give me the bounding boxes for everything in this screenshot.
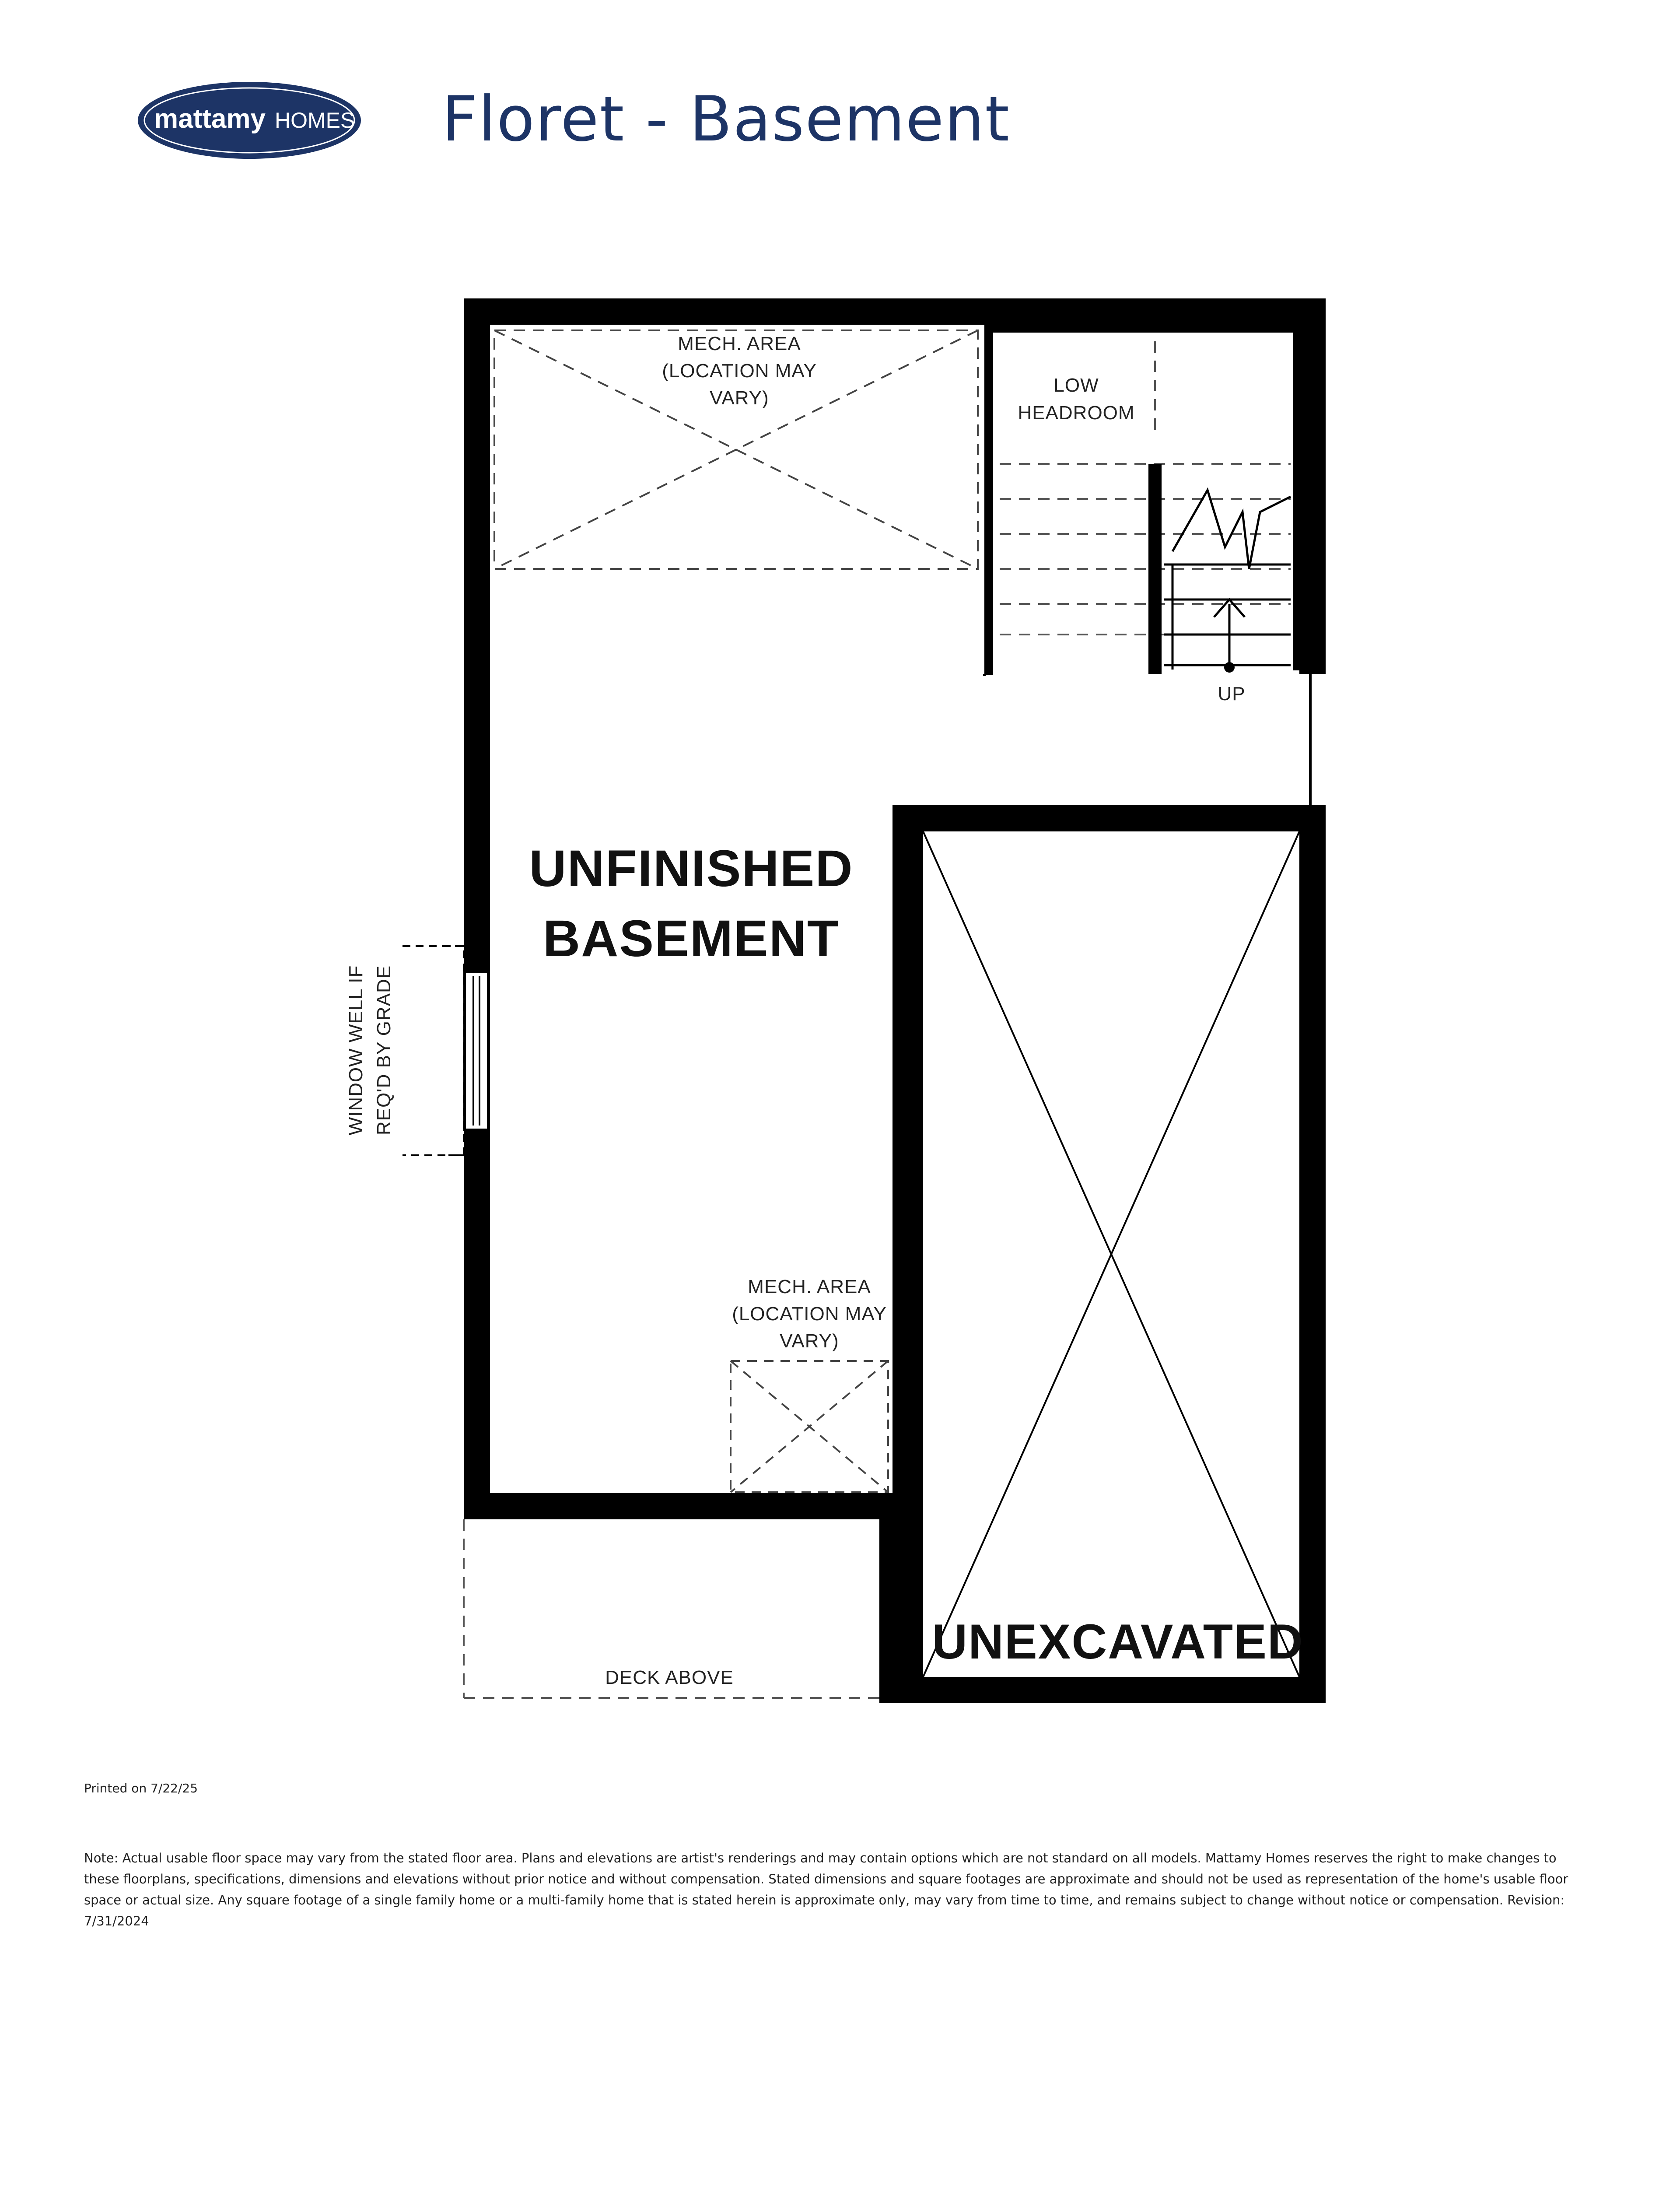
mech-area-bottom-label-3: VARY) <box>780 1330 839 1352</box>
mech-area-top-label-1: MECH. AREA <box>678 333 801 354</box>
unexcavated-cross <box>923 831 1299 1677</box>
mech-area-top-label-3: VARY) <box>710 387 769 409</box>
unfinished-basement-label-2: BASEMENT <box>542 910 840 968</box>
logo-text-homes: HOMES <box>275 108 355 133</box>
mech-area-bottom <box>731 1361 888 1492</box>
low-headroom-label-1: LOW <box>1054 375 1099 396</box>
mech-area-bottom-label-1: MECH. AREA <box>748 1276 871 1297</box>
page-title: Floret - Basement <box>442 83 1010 155</box>
window-well-label-2: REQ'D BY GRADE <box>373 965 395 1136</box>
unfinished-basement-label-1: UNFINISHED <box>529 840 854 898</box>
low-headroom-label-2: HEADROOM <box>1018 402 1135 424</box>
mech-area-top-label-2: (LOCATION MAY <box>662 360 817 382</box>
deck-above-label: DECK ABOVE <box>605 1667 734 1688</box>
unexcavated-label: UNEXCAVATED <box>932 1614 1304 1669</box>
mech-area-bottom-label-2: (LOCATION MAY <box>732 1303 887 1325</box>
disclaimer-note: Note: Actual usable floor space may vary from the stated floor area. Plans and elevations are artist's renderings and may contain options which are not standard on all models. Mattamy Homes reserves the right to make changes to these floorplans, specifications, dimensions and elevations without prior notice and without compensation. Stated dimensions and square footages are approximate and should not be used as representation of the home's usable floor space or actual size. Any square footage of a single family home or a multi-family home that is stated herein is approximate only, may vary from time to time, and remains subject to change without notice or compensation. Revision: 7/31/2024 <box>84 1851 1568 1929</box>
window-well <box>402 946 488 1155</box>
window-well-label-1: WINDOW WELL IF <box>345 965 367 1136</box>
stair-landing-edge <box>984 674 1310 805</box>
logo-text-mattamy: mattamy <box>154 104 266 134</box>
printed-date: Printed on 7/22/25 <box>84 1781 198 1795</box>
stairs-up-label: UP <box>1218 683 1246 705</box>
